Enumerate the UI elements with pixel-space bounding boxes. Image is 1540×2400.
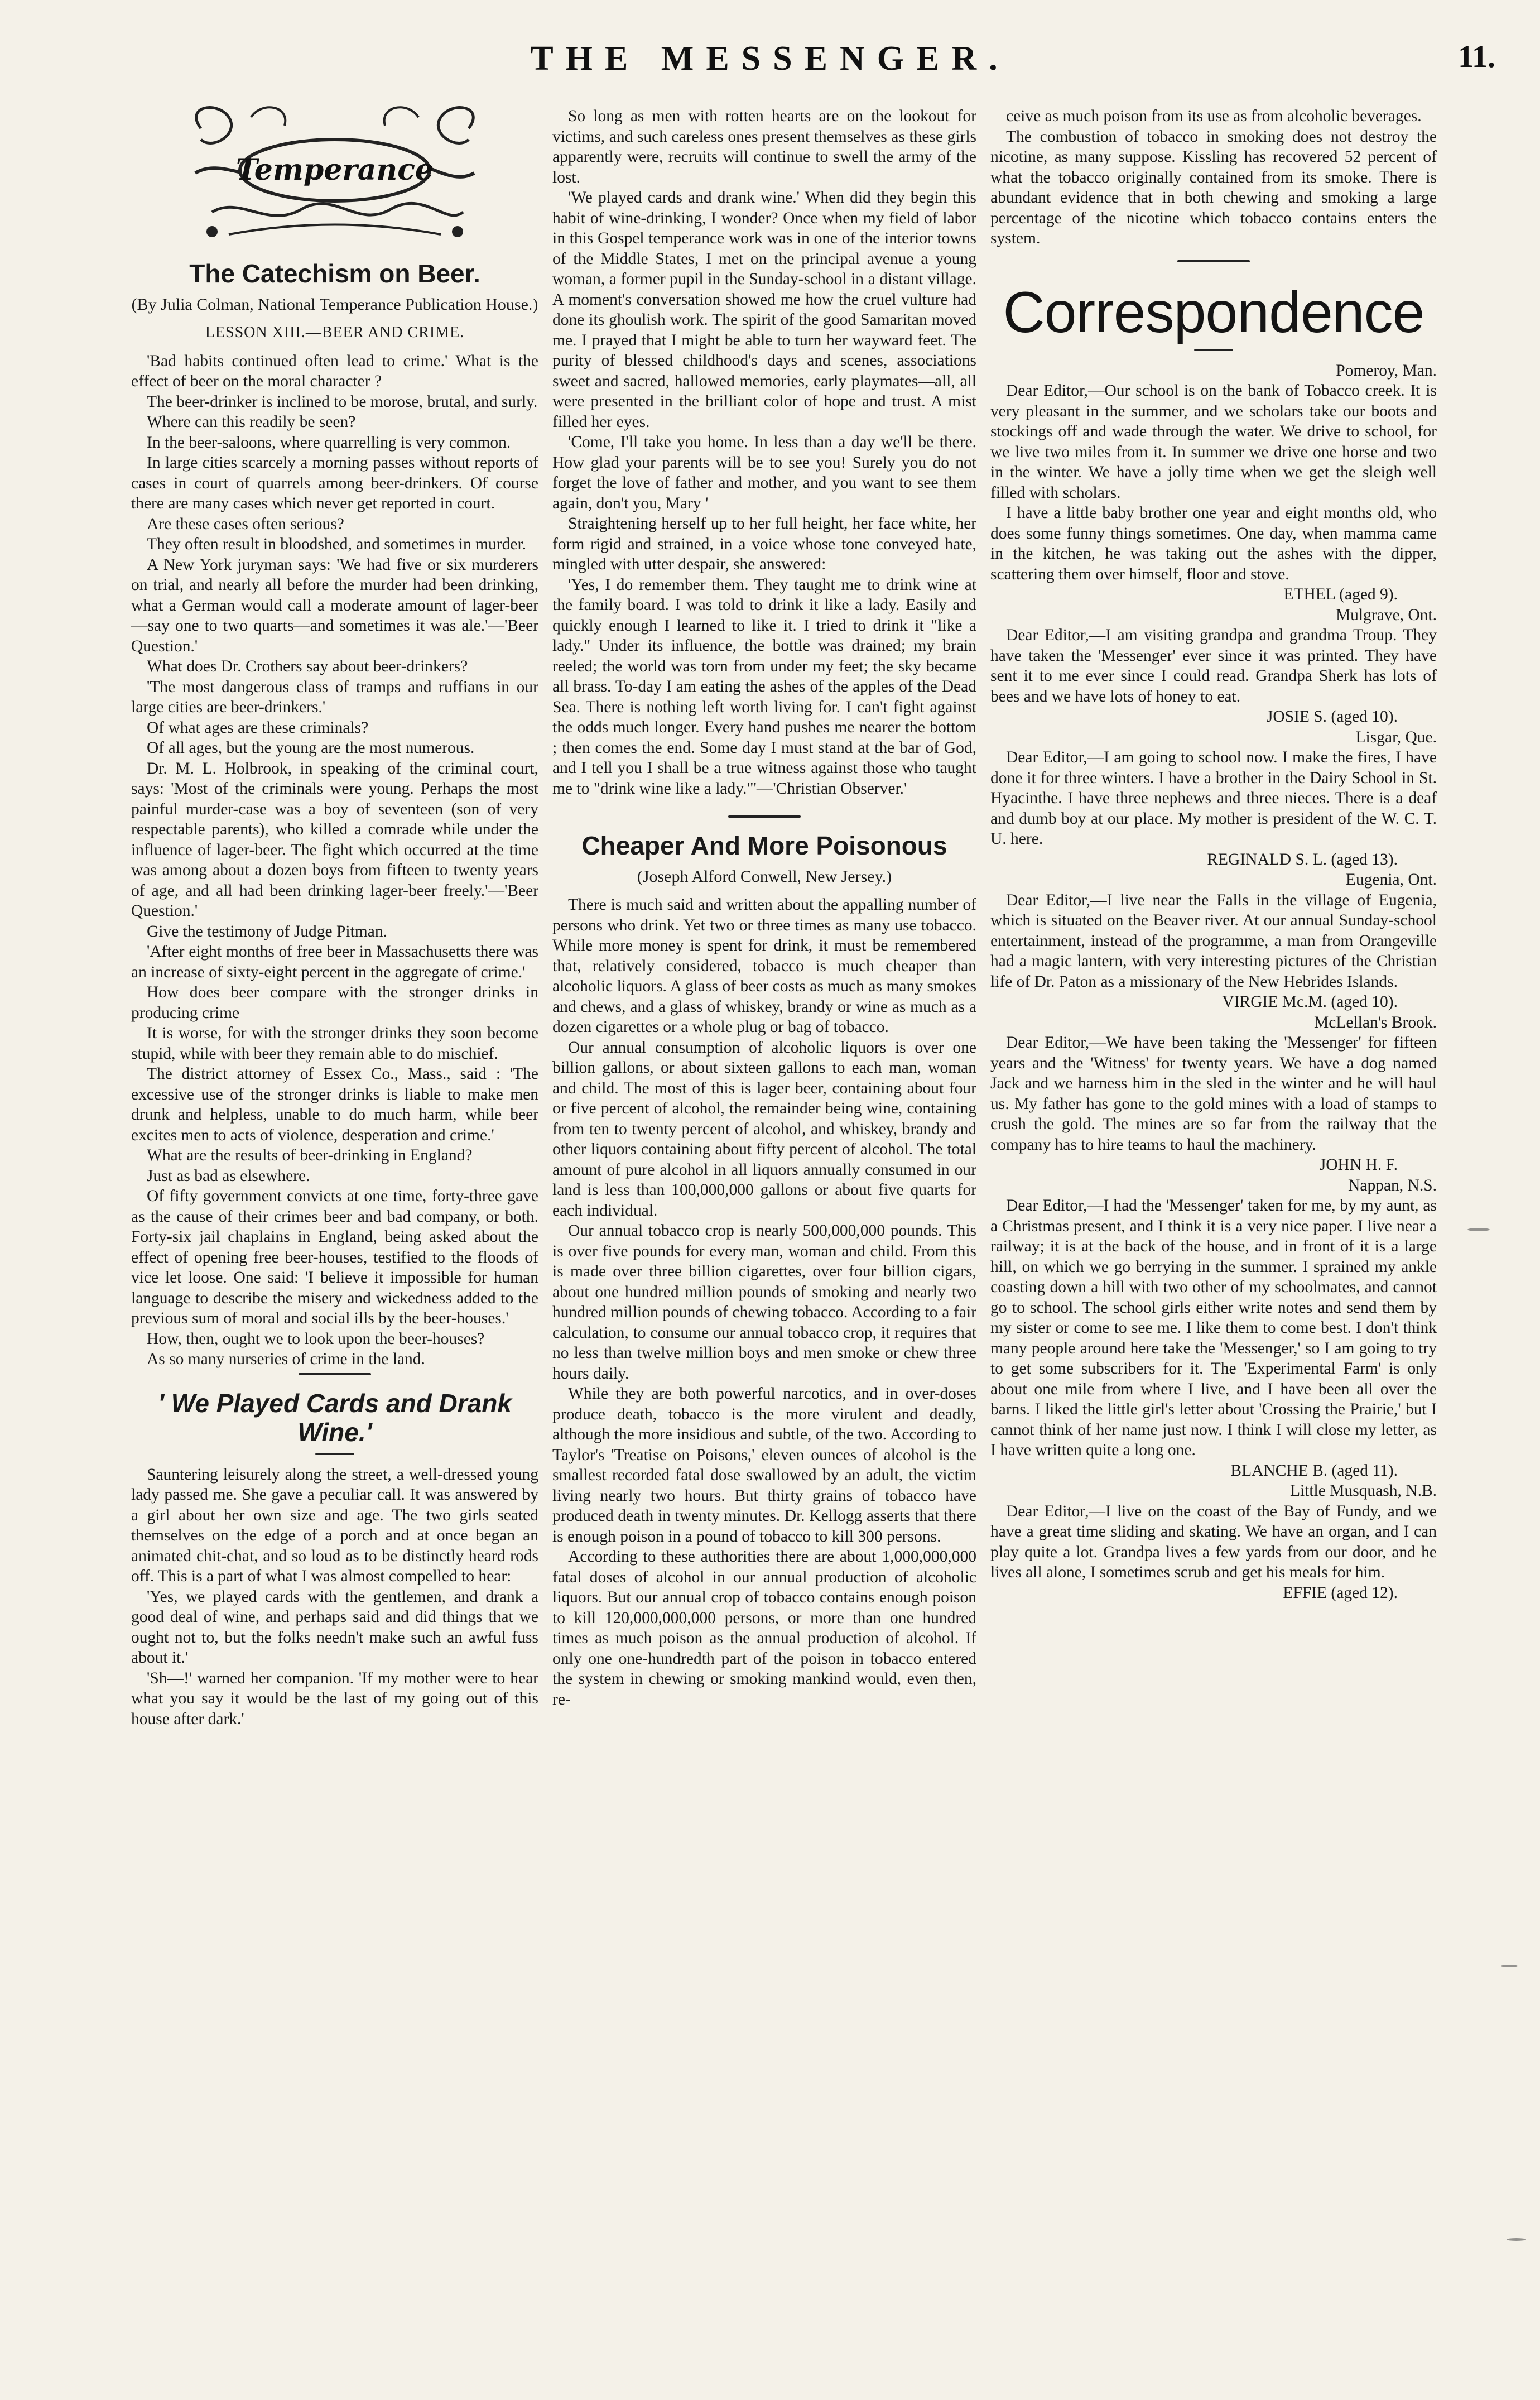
paragraph: According to these authorities there are about 1,000,000,000 fatal doses of alcohol in our annual production of alcoholic liquors. But our annual crop of tobacco contains enough poison to kill 120,000,000,000 persons, or more than one hundred times as much poison as the annual production of alcohol. If only one one-hundredth part of the poison in tobacco entered the system in chewing or smoking mankind would, even then, re- xyxy=(552,1548,976,1708)
letter xyxy=(990,1175,1437,1481)
paragraph: The combustion of tobacco in smoking does not destroy the nicotine, as many suppose. Kissling has recovered 52 percent of what the tobacco originally contained from its smoke. There is abundant evidence that in both chewing and smoking a large percentage of the nicotine which tobacco contains enters the system. xyxy=(990,127,1437,247)
paragraph: Just as bad as elsewhere. xyxy=(147,1167,310,1185)
letter-body: Dear Editor,—I had the 'Messenger' taken for me, by my aunt, as a Christmas present, and I think it is a very nice paper. I live near a railway; it is at the back of the house, and in front of it is a large hill, on which we go berrying in the summer. I sprained my ankle coasting down a hill with two other of my schoolmates, and cannot go to school. The school girls either write notes and send them by my sister or come to see me. I like them to come best. I don't think many people around here take the 'Messenger,' so I am going to try to get some subscribers for it. The 'Experimental Farm' is only about one mile from where I live, and I have been all over the barns. I liked the little girl's letter about 'Crossing the Prairie,' but I cannot think of her name just now. I think I will close my letter, as I have written quite a long one. xyxy=(990,1197,1437,1459)
paragraph: 'Yes, we played cards with the gentlemen, and drank a good deal of wine, and perhaps said and did things that we ought not to, but the folks needn't make such an awful fuss about it.' xyxy=(131,1587,538,1667)
paragraph: It is worse, for with the stronger drinks they soon become stupid, while with beer they remain able to do mischief. xyxy=(131,1024,538,1063)
paragraph: Of all ages, but the young are the most numerous. xyxy=(147,739,475,757)
letter xyxy=(990,1481,1437,1603)
letter-place: Mulgrave, Ont. xyxy=(1335,606,1437,624)
section-divider xyxy=(299,1373,371,1375)
letter xyxy=(990,870,1437,1012)
catechism-title: The Catechism on Beer. xyxy=(189,259,480,288)
paragraph: In the beer-saloons, where quarrelling is very common. xyxy=(147,433,511,452)
paragraph: A New York juryman says: 'We had five or six murderers on trial, and nearly all before the murder had been drinking, what a German would call a moderate amount of lager-beer—say one to two quarts—and sometimes it was ale.'—'Beer Question.' xyxy=(131,555,538,655)
section-divider xyxy=(315,1453,354,1455)
letter-place: McLellan's Brook. xyxy=(1314,1013,1437,1031)
masthead-title: THE MESSENGER. xyxy=(530,40,1010,78)
section-divider xyxy=(1177,260,1250,262)
letter-place: Nappan, N.S. xyxy=(1348,1176,1437,1194)
column-3 xyxy=(990,106,1437,2367)
paragraph: Where can this readily be seen? xyxy=(147,413,356,431)
section-divider xyxy=(1194,349,1233,351)
letter-body: Dear Editor,—I live near the Falls in the village of Eugenia, which is situated on the Beaver river. At our annual Sunday-school entertainment, instead of the programme, a man from Orangeville had a magic lantern, with very interesting pictures of the Christian life of Dr. Paton as a missionary of the New Hebrides Islands. xyxy=(990,891,1437,991)
column-2 xyxy=(552,106,976,2367)
cheaper-title: Cheaper And More Poisonous xyxy=(581,831,947,860)
paragraph: What are the results of beer-drinking in England? xyxy=(147,1146,473,1164)
paragraph: 'We played cards and drank wine.' When did they begin this habit of wine-drinking, I wonder? Once when my field of labor in this Gospel temperance work was in one of the interior towns of the Middle States, I met on the principal avenue a young woman, a former pupil in the Sunday-school in a distant village. A moment's conversation showed me how the cruel vulture had done its ghoulish work. The spirit of the good Samaritan moved me. I prayed that I might be able to turn her wayward feet. The purity of blessed childhood's days and scenes, associations sweet and sacred, hallowed memories, early playmates—all, all were presented in the brilliant color of hope and trust. A mist filled her eyes. xyxy=(552,189,976,431)
temperance-ornament-logo xyxy=(179,95,491,246)
page-number: 11. xyxy=(1458,40,1495,74)
letter xyxy=(990,1012,1437,1175)
column-1 xyxy=(131,95,538,2355)
paragraph: Of what ages are these criminals? xyxy=(147,718,369,737)
paragraph: Dr. M. L. Holbrook, in speaking of the criminal court, says: 'Most of the criminals were young. Perhaps the most painful murder-case was a boy of seventeen (son of very respectable parents), who killed a comrade while under the influence of lager-beer. The fight which occurred at the time was among about a dozen boys from fifteen to twenty years of age, and all had been drinking lager-beer freely.'—'Beer Question.' xyxy=(131,759,538,920)
letter xyxy=(990,361,1437,605)
cheaper-byline: (Joseph Alford Conwell, New Jersey.) xyxy=(637,867,892,886)
paragraph: Straightening herself up to her full height, her face white, her form rigid and strained, in a voice whose tone conveyed hate, mingled with utter despair, she answered: xyxy=(552,515,976,573)
paragraph: What does Dr. Crothers say about beer-drinkers? xyxy=(147,657,468,675)
paragraph: Of fifty government convicts at one time, forty-three gave as the cause of their crimes beer and bad company, or both. Forty-six jail chaplains in England, being asked about the effect of opening free beer-houses, testified to the floods of vice let loose. One said: 'I believe it impossible for human language to describe the misery and wickedness added to the previous sum of moral and social ills by the beer-houses.' xyxy=(131,1187,538,1327)
scan-mark xyxy=(1507,2238,1526,2241)
letter-signature: BLANCHE B. (aged 11). xyxy=(1230,1461,1398,1480)
paragraph: 'The most dangerous class of tramps and ruffians in our large cities are beer-drinkers.' xyxy=(131,678,538,716)
paragraph: The district attorney of Essex Co., Mass., said : 'The excessive use of the stronger drinks is liable to make men drunk and helpless, unable to do much harm, while beer excites men to acts of violence, desperation and crime.' xyxy=(131,1065,538,1144)
paragraph: How, then, ought we to look upon the beer-houses? xyxy=(147,1329,485,1348)
paragraph: 'Yes, I do remember them. They taught me to drink wine at the family board. I was told to drink it like a lady. Easily and quickly enough I learned to like it. I tried to drink it "like a lady." Under its influence, the bottle was drained; my brain reeled; the world was torn from under my feet; the sky became all brass. To-day I am eating the ashes of the apples of the Dead Sea. There is nothing left worth living for. I can't fight against the odds much longer. Every hand pushes me nearer the bottom ; then comes the end. Some day I must stand at the bar of God, and I tell you I shall be a true witness against those who taught me to "drink wine like a lady."'—'Christian Observer.' xyxy=(552,575,976,798)
letter-body: Dear Editor,—I am going to school now. I make the fires, I have done it for three winters. I have a brother in the Dairy School in St. Hyacinthe. I have three nephews and three nieces. There is a deaf and dumb boy at our place. My mother is president of the W. C. T. U. here. xyxy=(990,748,1437,848)
page-header xyxy=(0,22,1540,84)
letter-signature: JOHN H. F. xyxy=(1319,1156,1398,1174)
letter-signature: EFFIE (aged 12). xyxy=(1283,1583,1398,1602)
scan-mark xyxy=(1467,1228,1490,1231)
letter-signature: VIRGIE Mc.M. (aged 10). xyxy=(1222,993,1398,1011)
paragraph: Our annual tobacco crop is nearly 500,000,000 pounds. This is over five pounds for every man, woman and child. From this is made over three billion cigarettes, over four billion cigars, about one hundred million pounds of smoking and nearly two hundred million pounds of chewing tobacco. According to a fair calculation, to consume our annual tobacco crop, it requires that no less than twelve million boys and men smoke or chew three hours daily. xyxy=(552,1222,976,1383)
catechism-body xyxy=(131,351,538,1370)
catechism-lesson: LESSON XIII.—BEER AND CRIME. xyxy=(205,324,465,341)
letter xyxy=(990,605,1437,727)
catechism-byline: (By Julia Colman, National Temperance Publication House.) xyxy=(131,295,538,314)
letter-body: I have a little baby brother one year and eight months old, who does some funny things sometimes. One day, when mamma came in the kitchen, he was taking out the ashes with the dipper, scattering them over himself, floor and stove. xyxy=(990,504,1437,583)
letter-body: Dear Editor,—I am visiting grandpa and grandma Troup. They have taken the 'Messenger' ever since it was printed. They have sent it to me ever since I could read. Grandpa Sherk has lots of bees and we have lots of honey to eat. xyxy=(990,626,1437,705)
paragraph: Sauntering leisurely along the street, a well-dressed young lady passed me. She gave a peculiar call. It was answered by a girl about her own size and age. The two girls seated themselves on the edge of a porch and at once began an animated chit-chat, and so loud as to be distinctly heard rods off. This is a part of what I was almost compelled to hear: xyxy=(131,1465,538,1585)
cards-title: ' We Played Cards and Drank Wine.' xyxy=(158,1388,512,1447)
correspondence-title: Correspondence xyxy=(1003,280,1424,345)
paragraph: 'Sh—!' warned her companion. 'If my mother were to hear what you say it would be the last of my going out of this house after dark.' xyxy=(131,1669,538,1728)
letter-place: Eugenia, Ont. xyxy=(1345,871,1437,889)
letter-place: Lisgar, Que. xyxy=(1355,728,1437,746)
paragraph: ceive as much poison from its use as from alcoholic beverages. xyxy=(1006,107,1422,125)
paragraph: 'After eight months of free beer in Massachusetts there was an increase of sixty-eight percent in the aggregate of crime.' xyxy=(131,943,538,981)
letter-signature: JOSIE S. (aged 10). xyxy=(1266,708,1398,726)
paragraph: Our annual consumption of alcoholic liquors is over one billion gallons, or about sixteen gallons to each man, woman and child. The most of this is lager beer, containing about four or five percent of alcohol, the remainder being wine, containing from ten to twenty percent of alcohol, and whiskey, brandy and other liquors containing about fifty percent of alcohol. The total amount of pure alcohol in all liquors annually consumed in our land is less than 100,000,000 gallons or about five quarts for each individual. xyxy=(552,1038,976,1220)
paragraph: Are these cases often serious? xyxy=(147,515,344,533)
ornament-text: Temperance xyxy=(236,153,434,187)
letter-signature: REGINALD S. L. (aged 13). xyxy=(1207,850,1398,868)
paragraph: In large cities scarcely a morning passes without reports of cases in court of quarrels among beer-drinkers. Of course there are many cases which never get reported in court. xyxy=(131,454,538,512)
letter-body: Dear Editor,—I live on the coast of the Bay of Fundy, and we have a great time sliding and skating. We have an organ, and I can play quite a lot. Grandpa lives a few yards from our door, and he lives all alone, I sometimes scrub and get his meals for him. xyxy=(990,1502,1437,1581)
paragraph: The beer-drinker is inclined to be morose, brutal, and surly. xyxy=(147,392,538,411)
letter-body: Dear Editor,—We have been taking the 'Messenger' for fifteen years and the 'Witness' for twenty years. We have a dog named Jack and we harness him in the sled in the winter and he will haul us. My father has gone to the gold mines with a load of stamps to crush the gold. The mines are so far from the railway that the company has to hire teams to haul the machinery. xyxy=(990,1034,1437,1154)
paragraph: There is much said and written about the appalling number of persons who drink. Yet two or three times as many use tobacco. While more money is spent for drink, it must be remembered that, relatively considered, tobacco is much cheaper than alcoholic liquors. A glass of beer costs as much as many smokes and chews, and a glass of whiskey, brandy or wine as much as a dozen cigarettes or a whole plug or bag of tobacco. xyxy=(552,896,976,1036)
letter-signature: ETHEL (aged 9). xyxy=(1283,585,1398,603)
paragraph: Give the testimony of Judge Pitman. xyxy=(147,922,387,940)
letter-place: Little Musquash, N.B. xyxy=(1289,1482,1437,1500)
section-divider xyxy=(728,815,801,818)
paragraph: They often result in bloodshed, and sometimes in murder. xyxy=(147,535,527,553)
paragraph: As so many nurseries of crime in the land. xyxy=(147,1350,425,1368)
paragraph: While they are both powerful narcotics, and in over-doses produce death, tobacco is the more virulent and deadly, although the more insidious and subtle, of the two. According to Taylor's 'Treatise on Poisons,' eleven ounces of alcohol is the smallest recorded fatal dose swallowed by an adult, the victim living nearly two hours. But thirty grains of tobacco have produced death in twenty minutes. Dr. Kellogg asserts that there is enough poison in a pound of tobacco to kill 300 persons. xyxy=(552,1385,976,1545)
letter-place: Pomeroy, Man. xyxy=(1336,361,1437,380)
paragraph: How does beer compare with the stronger drinks in producing crime xyxy=(131,983,538,1022)
paragraph: So long as men with rotten hearts are on the lookout for victims, and such careless ones present themselves as these girls apparently were, recruits will continue to swell the army of the lost. xyxy=(552,107,976,186)
letter xyxy=(990,727,1437,870)
paragraph: 'Come, I'll take you home. In less than a day we'll be there. How glad your parents will be to see you! Surely you do not forget the love of father and mother, and you want to see them again, don't you, Mary ' xyxy=(552,433,976,512)
letter-body: Dear Editor,—Our school is on the bank of Tobacco creek. It is very pleasant in the summer, and we scholars take our boots and stockings off and wade through the water. We drive to school, for we live two miles from it. In summer we drive one horse and two in the winter. We have a jolly time when we get the sleigh well filled with scholars. xyxy=(990,382,1437,502)
paragraph: 'Bad habits continued often lead to crime.' What is the effect of beer on the moral character ? xyxy=(131,352,538,390)
scan-mark xyxy=(1501,1965,1518,1967)
